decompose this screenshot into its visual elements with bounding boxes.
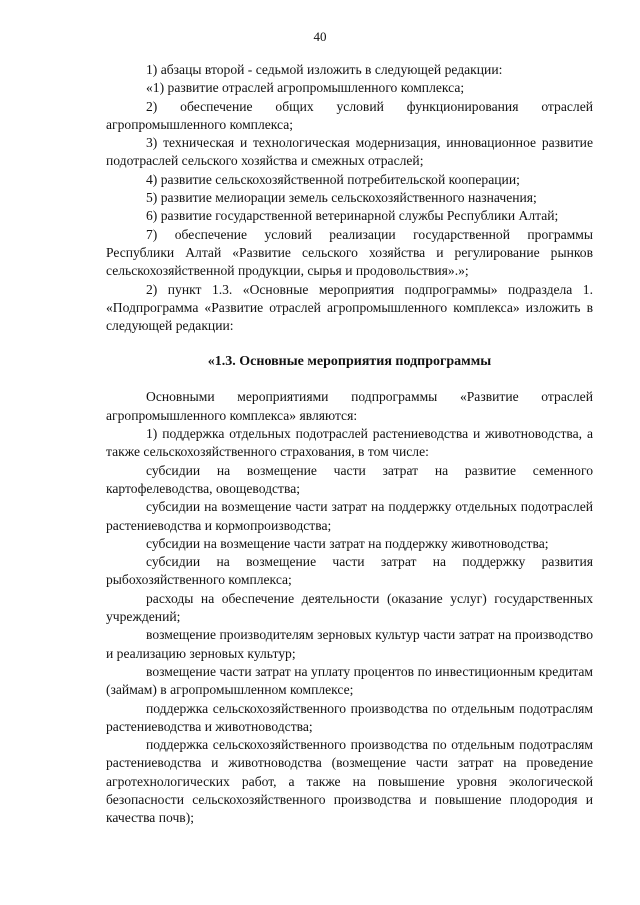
- paragraph: 2) пункт 1.3. «Основные мероприятия подпрограммы» подраздела 1. «Подпрограмма «Развитие отраслей агропромышленного комплекса» изложить в следующей редакции:: [106, 281, 593, 334]
- page-number: 40: [313, 29, 327, 44]
- paragraph: 3) техническая и технологическая модернизация, инновационное развитие подотраслей сельского хозяйства и смежных отраслей;: [106, 135, 593, 169]
- paragraph: 1) абзацы второй - седьмой изложить в следующей редакции:: [146, 62, 503, 77]
- paragraph: субсидии на возмещение части затрат на поддержку животноводства;: [146, 535, 549, 551]
- section-heading: «1.3. Основные мероприятия подпрограммы: [207, 354, 492, 370]
- paragraph: субсидии на возмещение части затрат на развитие семенного картофелеводства, овощеводства;: [106, 462, 593, 496]
- paragraph: 5) развитие мелиорации земель сельскохозяйственного назначения;: [146, 190, 537, 206]
- paragraph: 7) обеспечение условий реализации государственной программы Республики Алтай «Развитие сельского хозяйства и регулирование рынков сельскохозяйственной продукции, сырья и продовольствия».»;: [106, 226, 593, 279]
- paragraph: «1) развитие отраслей агропромышленного комплекса;: [146, 80, 465, 96]
- paragraph: субсидии на возмещение части затрат на поддержку развития рыбохозяйственного комплекса;: [106, 554, 593, 588]
- paragraph: 6) развитие государственной ветеринарной службы Республики Алтай;: [146, 208, 559, 224]
- paragraph: 2) обеспечение общих условий функционирования отраслей агропромышленного комплекса;: [106, 98, 593, 132]
- paragraph: поддержка сельскохозяйственного производства по отдельным подотраслям растениеводства и животноводства (возмещение части затрат на проведение агротехнологических работ, а также на повышение уровня экологической безопасности сельскохозяйственного производства и повышение плодородия и качества почв);: [106, 737, 593, 826]
- paragraph: поддержка сельскохозяйственного производства по отдельным подотраслям растениеводства и животноводства;: [106, 700, 593, 734]
- paragraph: возмещение части затрат на уплату процентов по инвестиционным кредитам (займам) в агропромышленном комплексе;: [106, 663, 593, 698]
- paragraph: субсидии на возмещение части затрат на поддержку отдельных подотраслей растениеводства и кормопроизводства;: [106, 499, 593, 533]
- paragraph: Основными мероприятиями подпрограммы «Развитие отраслей агропромышленного комплекса» являются:: [106, 389, 593, 423]
- paragraph: 1) поддержка отдельных подотраслей растениеводства и животноводства, а также сельскохозяйственного страхования, в том числе:: [106, 426, 593, 460]
- paragraph: расходы на обеспечение деятельности (оказание услуг) государственных учреждений;: [106, 590, 593, 625]
- paragraph: 4) развитие сельскохозяйственной потребительской кооперации;: [146, 171, 520, 187]
- paragraph: возмещение производителям зерновых культур части затрат на производство и реализацию зерновых культур;: [106, 627, 593, 661]
- document-body: [106, 61, 593, 828]
